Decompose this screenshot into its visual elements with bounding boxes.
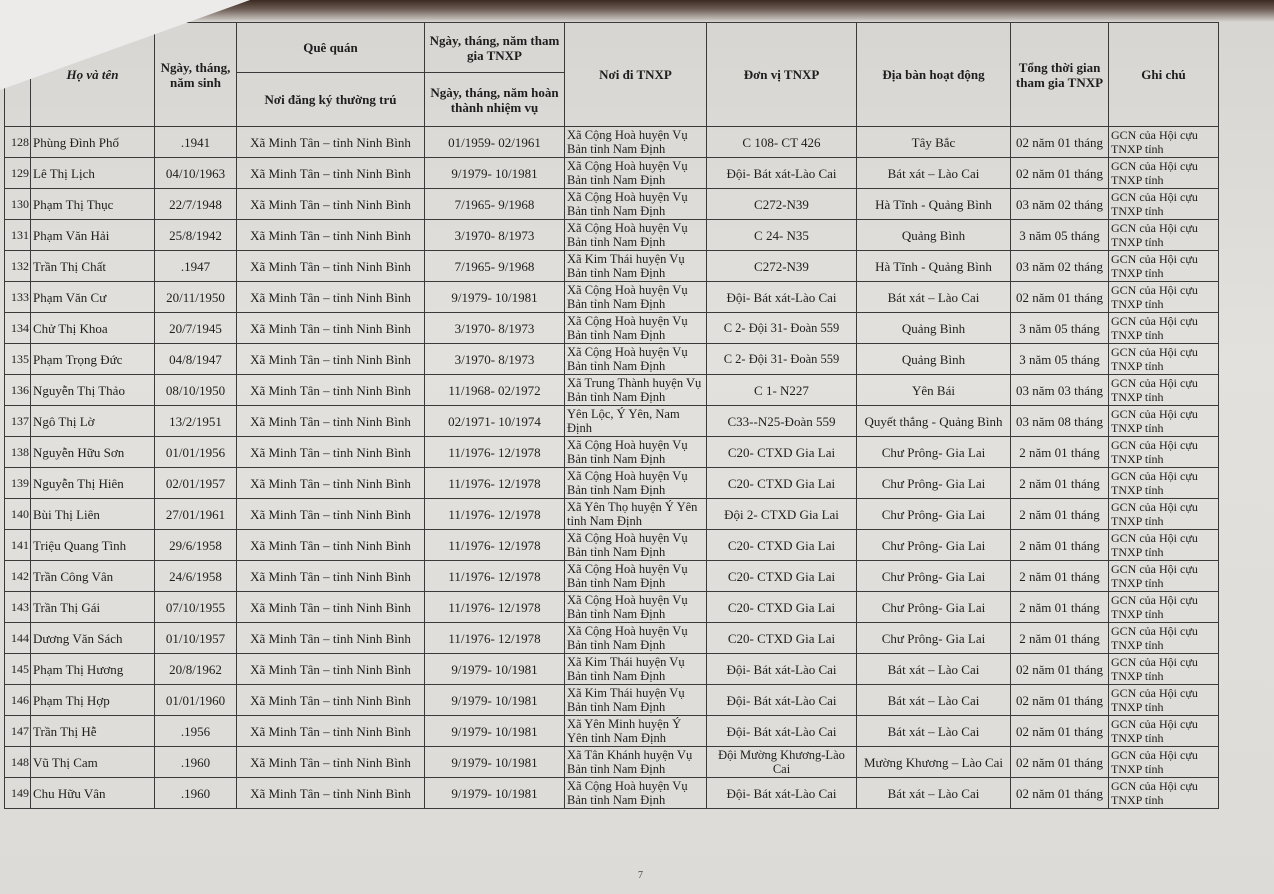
row-residence: Xã Minh Tân – tỉnh Ninh Bình <box>237 499 425 530</box>
row-area: Chư Prông- Gia Lai <box>857 561 1011 592</box>
row-number: 148 <box>5 747 31 778</box>
row-name: Phạm Văn Cư <box>31 282 155 313</box>
row-residence: Xã Minh Tân – tỉnh Ninh Bình <box>237 592 425 623</box>
row-note: GCN của Hội cựu TNXP tỉnh <box>1109 468 1219 499</box>
row-note: GCN của Hội cựu TNXP tỉnh <box>1109 344 1219 375</box>
row-unit: Đội 2- CTXD Gia Lai <box>707 499 857 530</box>
row-dob: 20/7/1945 <box>155 313 237 344</box>
row-unit: C20- CTXD Gia Lai <box>707 623 857 654</box>
row-residence: Xã Minh Tân – tỉnh Ninh Bình <box>237 685 425 716</box>
row-note: GCN của Hội cựu TNXP tỉnh <box>1109 437 1219 468</box>
row-residence: Xã Minh Tân – tỉnh Ninh Bình <box>237 127 425 158</box>
row-residence: Xã Minh Tân – tỉnh Ninh Bình <box>237 468 425 499</box>
row-duration: 2 năm 01 tháng <box>1011 592 1109 623</box>
row-duration: 3 năm 05 tháng <box>1011 313 1109 344</box>
row-area: Chư Prông- Gia Lai <box>857 530 1011 561</box>
row-duration: 02 năm 01 tháng <box>1011 778 1109 809</box>
row-note: GCN của Hội cựu TNXP tỉnh <box>1109 251 1219 282</box>
row-number: 133 <box>5 282 31 313</box>
row-dob: 04/8/1947 <box>155 344 237 375</box>
row-dob: .1941 <box>155 127 237 158</box>
row-origin: Xã Cộng Hoà huyện Vụ Bản tỉnh Nam Định <box>565 344 707 375</box>
row-area: Yên Bái <box>857 375 1011 406</box>
row-duration: 02 năm 01 tháng <box>1011 716 1109 747</box>
table-row <box>5 468 1219 499</box>
table-row <box>5 561 1219 592</box>
row-unit: C272-N39 <box>707 189 857 220</box>
header-residence: Nơi đăng ký thường trú <box>237 73 425 127</box>
row-dob: 29/6/1958 <box>155 530 237 561</box>
row-residence: Xã Minh Tân – tỉnh Ninh Bình <box>237 747 425 778</box>
row-duration: 03 năm 02 tháng <box>1011 251 1109 282</box>
row-period: 11/1976- 12/1978 <box>425 437 565 468</box>
row-number: 146 <box>5 685 31 716</box>
row-dob: 01/10/1957 <box>155 623 237 654</box>
row-number: 137 <box>5 406 31 437</box>
row-residence: Xã Minh Tân – tỉnh Ninh Bình <box>237 530 425 561</box>
row-dob: 27/01/1961 <box>155 499 237 530</box>
row-note: GCN của Hội cựu TNXP tỉnh <box>1109 592 1219 623</box>
row-duration: 02 năm 01 tháng <box>1011 685 1109 716</box>
row-residence: Xã Minh Tân – tỉnh Ninh Bình <box>237 220 425 251</box>
header-finish-date: Ngày, tháng, năm hoàn thành nhiệm vụ <box>425 73 565 127</box>
row-origin: Xã Kim Thái huyện Vụ Bản tỉnh Nam Định <box>565 251 707 282</box>
row-area: Quảng Bình <box>857 220 1011 251</box>
row-unit: C20- CTXD Gia Lai <box>707 530 857 561</box>
row-name: Nguyễn Hữu Sơn <box>31 437 155 468</box>
row-area: Bát xát – Lào Cai <box>857 158 1011 189</box>
row-origin: Xã Yên Thọ huyện Ý Yên tỉnh Nam Định <box>565 499 707 530</box>
header-join-date: Ngày, tháng, năm tham gia TNXP <box>425 23 565 73</box>
row-origin: Xã Cộng Hoà huyện Vụ Bản tỉnh Nam Định <box>565 592 707 623</box>
row-origin: Xã Cộng Hoà huyện Vụ Bản tỉnh Nam Định <box>565 561 707 592</box>
row-unit: Đội- Bát xát-Lào Cai <box>707 282 857 313</box>
row-period: 9/1979- 10/1981 <box>425 716 565 747</box>
row-duration: 02 năm 01 tháng <box>1011 747 1109 778</box>
row-note: GCN của Hội cựu TNXP tỉnh <box>1109 189 1219 220</box>
row-unit: Đội Mường Khương-Lào Cai <box>707 747 857 778</box>
table-row <box>5 747 1219 778</box>
table-row <box>5 375 1219 406</box>
row-area: Bát xát – Lào Cai <box>857 685 1011 716</box>
row-area: Chư Prông- Gia Lai <box>857 468 1011 499</box>
row-unit: Đội- Bát xát-Lào Cai <box>707 654 857 685</box>
row-period: 11/1976- 12/1978 <box>425 468 565 499</box>
page-number: 7 <box>638 870 643 881</box>
row-residence: Xã Minh Tân – tỉnh Ninh Bình <box>237 344 425 375</box>
header-unit: Đơn vị TNXP <box>707 23 857 127</box>
table-row <box>5 623 1219 654</box>
row-unit: C 2- Đội 31- Đoàn 559 <box>707 344 857 375</box>
row-number: 136 <box>5 375 31 406</box>
row-dob: 22/7/1948 <box>155 189 237 220</box>
row-residence: Xã Minh Tân – tỉnh Ninh Bình <box>237 375 425 406</box>
row-duration: 03 năm 08 tháng <box>1011 406 1109 437</box>
row-note: GCN của Hội cựu TNXP tỉnh <box>1109 530 1219 561</box>
row-area: Quyết thắng - Quảng Bình <box>857 406 1011 437</box>
row-duration: 03 năm 03 tháng <box>1011 375 1109 406</box>
row-number: 130 <box>5 189 31 220</box>
row-note: GCN của Hội cựu TNXP tỉnh <box>1109 406 1219 437</box>
row-number: 139 <box>5 468 31 499</box>
header-hometown: Quê quán <box>237 23 425 73</box>
row-period: 3/1970- 8/1973 <box>425 220 565 251</box>
row-residence: Xã Minh Tân – tỉnh Ninh Bình <box>237 251 425 282</box>
row-number: 128 <box>5 127 31 158</box>
row-period: 9/1979- 10/1981 <box>425 282 565 313</box>
row-name: Vũ Thị Cam <box>31 747 155 778</box>
row-area: Quảng Bình <box>857 313 1011 344</box>
row-dob: 13/2/1951 <box>155 406 237 437</box>
row-period: 9/1979- 10/1981 <box>425 778 565 809</box>
row-period: 3/1970- 8/1973 <box>425 313 565 344</box>
row-unit: Đội- Bát xát-Lào Cai <box>707 716 857 747</box>
table-row <box>5 530 1219 561</box>
row-name: Bùi Thị Liên <box>31 499 155 530</box>
row-area: Bát xát – Lào Cai <box>857 716 1011 747</box>
header-name: Họ và tên <box>31 23 155 127</box>
table-row <box>5 406 1219 437</box>
row-area: Tây Bắc <box>857 127 1011 158</box>
row-origin: Xã Cộng Hoà huyện Vụ Bản tỉnh Nam Định <box>565 282 707 313</box>
header-origin: Nơi đi TNXP <box>565 23 707 127</box>
row-dob: .1960 <box>155 747 237 778</box>
row-dob: 20/11/1950 <box>155 282 237 313</box>
row-dob: 01/01/1956 <box>155 437 237 468</box>
row-unit: Đội- Bát xát-Lào Cai <box>707 685 857 716</box>
row-note: GCN của Hội cựu TNXP tỉnh <box>1109 747 1219 778</box>
row-number: 134 <box>5 313 31 344</box>
row-name: Chu Hữu Vân <box>31 778 155 809</box>
row-number: 135 <box>5 344 31 375</box>
row-duration: 02 năm 01 tháng <box>1011 158 1109 189</box>
row-number: 147 <box>5 716 31 747</box>
row-origin: Xã Cộng Hoà huyện Vụ Bản tỉnh Nam Định <box>565 530 707 561</box>
row-number: 129 <box>5 158 31 189</box>
row-duration: 03 năm 02 tháng <box>1011 189 1109 220</box>
row-unit: Đội- Bát xát-Lào Cai <box>707 158 857 189</box>
row-origin: Xã Cộng Hoà huyện Vụ Bản tỉnh Nam Định <box>565 158 707 189</box>
row-residence: Xã Minh Tân – tỉnh Ninh Bình <box>237 282 425 313</box>
row-number: 140 <box>5 499 31 530</box>
row-dob: 25/8/1942 <box>155 220 237 251</box>
row-note: GCN của Hội cựu TNXP tỉnh <box>1109 716 1219 747</box>
row-note: GCN của Hội cựu TNXP tỉnh <box>1109 158 1219 189</box>
row-note: GCN của Hội cựu TNXP tỉnh <box>1109 375 1219 406</box>
table-row <box>5 220 1219 251</box>
table-row <box>5 592 1219 623</box>
row-residence: Xã Minh Tân – tỉnh Ninh Bình <box>237 313 425 344</box>
row-origin: Xã Kim Thái huyện Vụ Bản tỉnh Nam Định <box>565 654 707 685</box>
row-name: Trần Thị Chất <box>31 251 155 282</box>
row-origin: Xã Cộng Hoà huyện Vụ Bản tỉnh Nam Định <box>565 778 707 809</box>
row-unit: Đội- Bát xát-Lào Cai <box>707 778 857 809</box>
row-note: GCN của Hội cựu TNXP tỉnh <box>1109 623 1219 654</box>
row-number: 149 <box>5 778 31 809</box>
row-dob: 04/10/1963 <box>155 158 237 189</box>
table-row <box>5 778 1219 809</box>
row-residence: Xã Minh Tân – tỉnh Ninh Bình <box>237 437 425 468</box>
row-residence: Xã Minh Tân – tỉnh Ninh Bình <box>237 778 425 809</box>
row-period: 11/1976- 12/1978 <box>425 592 565 623</box>
header-dob: Ngày, tháng, năm sinh <box>155 23 237 127</box>
row-residence: Xã Minh Tân – tỉnh Ninh Bình <box>237 716 425 747</box>
row-duration: 2 năm 01 tháng <box>1011 623 1109 654</box>
table-row <box>5 716 1219 747</box>
row-residence: Xã Minh Tân – tỉnh Ninh Bình <box>237 158 425 189</box>
row-name: Phạm Thị Thục <box>31 189 155 220</box>
row-origin: Xã Cộng Hoà huyện Vụ Bản tỉnh Nam Định <box>565 127 707 158</box>
row-period: 9/1979- 10/1981 <box>425 685 565 716</box>
row-dob: .1956 <box>155 716 237 747</box>
row-name: Lê Thị Lịch <box>31 158 155 189</box>
row-duration: 02 năm 01 tháng <box>1011 282 1109 313</box>
row-name: Phạm Thị Hợp <box>31 685 155 716</box>
row-note: GCN của Hội cựu TNXP tỉnh <box>1109 778 1219 809</box>
row-name: Trần Công Vân <box>31 561 155 592</box>
row-period: 11/1976- 12/1978 <box>425 561 565 592</box>
row-unit: C 2- Đội 31- Đoàn 559 <box>707 313 857 344</box>
row-duration: 02 năm 01 tháng <box>1011 127 1109 158</box>
row-note: GCN của Hội cựu TNXP tỉnh <box>1109 313 1219 344</box>
row-number: 142 <box>5 561 31 592</box>
row-period: 11/1976- 12/1978 <box>425 530 565 561</box>
row-note: GCN của Hội cựu TNXP tỉnh <box>1109 685 1219 716</box>
row-duration: 02 năm 01 tháng <box>1011 654 1109 685</box>
table-row <box>5 189 1219 220</box>
row-dob: 20/8/1962 <box>155 654 237 685</box>
row-period: 11/1968- 02/1972 <box>425 375 565 406</box>
row-number: 141 <box>5 530 31 561</box>
row-name: Trần Thị Gái <box>31 592 155 623</box>
row-period: 7/1965- 9/1968 <box>425 189 565 220</box>
row-origin: Xã Cộng Hoà huyện Vụ Bản tỉnh Nam Định <box>565 623 707 654</box>
row-unit: C33--N25-Đoàn 559 <box>707 406 857 437</box>
row-residence: Xã Minh Tân – tỉnh Ninh Bình <box>237 406 425 437</box>
row-name: Triệu Quang Tình <box>31 530 155 561</box>
row-duration: 2 năm 01 tháng <box>1011 468 1109 499</box>
table-row <box>5 344 1219 375</box>
table-row <box>5 499 1219 530</box>
row-note: GCN của Hội cựu TNXP tỉnh <box>1109 282 1219 313</box>
row-area: Chư Prông- Gia Lai <box>857 437 1011 468</box>
row-period: 9/1979- 10/1981 <box>425 654 565 685</box>
row-unit: C20- CTXD Gia Lai <box>707 592 857 623</box>
table-row <box>5 251 1219 282</box>
row-dob: 01/01/1960 <box>155 685 237 716</box>
row-area: Hà Tĩnh - Quảng Bình <box>857 189 1011 220</box>
row-origin: Xã Cộng Hoà huyện Vụ Bản tỉnh Nam Định <box>565 189 707 220</box>
row-unit: C20- CTXD Gia Lai <box>707 468 857 499</box>
row-area: Chư Prông- Gia Lai <box>857 592 1011 623</box>
row-name: Dương Văn Sách <box>31 623 155 654</box>
row-duration: 2 năm 01 tháng <box>1011 437 1109 468</box>
row-area: Bát xát – Lào Cai <box>857 282 1011 313</box>
row-unit: C20- CTXD Gia Lai <box>707 561 857 592</box>
row-origin: Xã Cộng Hoà huyện Vụ Bản tỉnh Nam Định <box>565 313 707 344</box>
row-duration: 2 năm 01 tháng <box>1011 530 1109 561</box>
table-row <box>5 685 1219 716</box>
row-area: Mường Khương – Lào Cai <box>857 747 1011 778</box>
row-note: GCN của Hội cựu TNXP tỉnh <box>1109 561 1219 592</box>
row-number: 132 <box>5 251 31 282</box>
row-name: Phạm Trọng Đức <box>31 344 155 375</box>
row-dob: .1960 <box>155 778 237 809</box>
volunteer-table <box>4 22 1219 809</box>
row-note: GCN của Hội cựu TNXP tỉnh <box>1109 127 1219 158</box>
row-residence: Xã Minh Tân – tỉnh Ninh Bình <box>237 561 425 592</box>
row-area: Bát xát – Lào Cai <box>857 654 1011 685</box>
row-duration: 2 năm 01 tháng <box>1011 561 1109 592</box>
row-origin: Xã Tân Khánh huyện Vụ Bản tỉnh Nam Định <box>565 747 707 778</box>
row-name: Phùng Đình Phố <box>31 127 155 158</box>
table-row <box>5 437 1219 468</box>
row-area: Quảng Bình <box>857 344 1011 375</box>
row-period: 11/1976- 12/1978 <box>425 499 565 530</box>
row-dob: 24/6/1958 <box>155 561 237 592</box>
row-unit: C 108- CT 426 <box>707 127 857 158</box>
row-residence: Xã Minh Tân – tỉnh Ninh Bình <box>237 654 425 685</box>
row-number: 138 <box>5 437 31 468</box>
row-note: GCN của Hội cựu TNXP tỉnh <box>1109 654 1219 685</box>
row-duration: 2 năm 01 tháng <box>1011 499 1109 530</box>
row-number: 145 <box>5 654 31 685</box>
row-area: Chư Prông- Gia Lai <box>857 623 1011 654</box>
row-area: Chư Prông- Gia Lai <box>857 499 1011 530</box>
row-duration: 3 năm 05 tháng <box>1011 220 1109 251</box>
row-residence: Xã Minh Tân – tỉnh Ninh Bình <box>237 189 425 220</box>
row-number: 143 <box>5 592 31 623</box>
row-number: 144 <box>5 623 31 654</box>
row-name: Nguyễn Thị Thảo <box>31 375 155 406</box>
row-unit: C20- CTXD Gia Lai <box>707 437 857 468</box>
row-period: 9/1979- 10/1981 <box>425 747 565 778</box>
row-unit: C 24- N35 <box>707 220 857 251</box>
row-name: Chử Thị Khoa <box>31 313 155 344</box>
row-name: Nguyễn Thị Hiên <box>31 468 155 499</box>
row-area: Bát xát – Lào Cai <box>857 778 1011 809</box>
row-name: Phạm Thị Hương <box>31 654 155 685</box>
row-name: Ngô Thị Lờ <box>31 406 155 437</box>
row-duration: 3 năm 05 tháng <box>1011 344 1109 375</box>
row-period: 11/1976- 12/1978 <box>425 623 565 654</box>
header-note: Ghi chú <box>1109 23 1219 127</box>
row-unit: C272-N39 <box>707 251 857 282</box>
row-note: GCN của Hội cựu TNXP tỉnh <box>1109 220 1219 251</box>
row-origin: Xã Kim Thái huyện Vụ Bản tỉnh Nam Định <box>565 685 707 716</box>
row-dob: 02/01/1957 <box>155 468 237 499</box>
row-dob: 07/10/1955 <box>155 592 237 623</box>
row-name: Trần Thị Hễ <box>31 716 155 747</box>
row-period: 02/1971- 10/1974 <box>425 406 565 437</box>
row-note: GCN của Hội cựu TNXP tỉnh <box>1109 499 1219 530</box>
row-name: Phạm Văn Hải <box>31 220 155 251</box>
row-unit: C 1- N227 <box>707 375 857 406</box>
row-number: 131 <box>5 220 31 251</box>
table-row <box>5 127 1219 158</box>
table-row <box>5 158 1219 189</box>
row-dob: 08/10/1950 <box>155 375 237 406</box>
row-area: Hà Tĩnh - Quảng Bình <box>857 251 1011 282</box>
row-origin: Xã Yên Minh huyện Ý Yên tỉnh Nam Định <box>565 716 707 747</box>
row-origin: Yên Lộc, Ý Yên, Nam Định <box>565 406 707 437</box>
table-row <box>5 313 1219 344</box>
row-origin: Xã Cộng Hoà huyện Vụ Bản tỉnh Nam Định <box>565 220 707 251</box>
row-period: 3/1970- 8/1973 <box>425 344 565 375</box>
table-row <box>5 654 1219 685</box>
header-duration: Tổng thời gian tham gia TNXP <box>1011 23 1109 127</box>
row-period: 7/1965- 9/1968 <box>425 251 565 282</box>
row-period: 9/1979- 10/1981 <box>425 158 565 189</box>
row-dob: .1947 <box>155 251 237 282</box>
row-origin: Xã Trung Thành huyện Vụ Bản tỉnh Nam Định <box>565 375 707 406</box>
row-period: 01/1959- 02/1961 <box>425 127 565 158</box>
table-row <box>5 282 1219 313</box>
row-residence: Xã Minh Tân – tỉnh Ninh Bình <box>237 623 425 654</box>
row-origin: Xã Cộng Hoà huyện Vụ Bản tỉnh Nam Định <box>565 468 707 499</box>
header-area: Địa bàn hoạt động <box>857 23 1011 127</box>
row-origin: Xã Cộng Hoà huyện Vụ Bản tỉnh Nam Định <box>565 437 707 468</box>
